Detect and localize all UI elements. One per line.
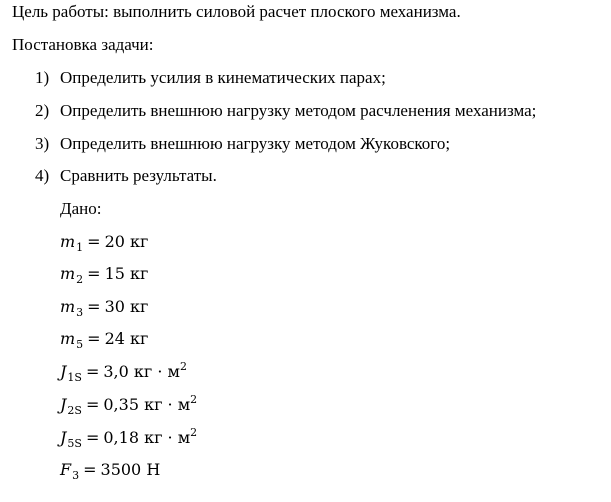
formula-subscript: 3 xyxy=(76,306,84,319)
given-formula xyxy=(60,395,197,417)
statement-heading: Постановка задачи: xyxy=(12,35,154,54)
given-formula xyxy=(60,329,148,351)
formula-value: 15 кг xyxy=(104,264,149,283)
list-item-number: 1) xyxy=(35,68,50,87)
formula-symbol: F xyxy=(60,460,72,479)
formula-value: 3500 Н xyxy=(100,460,161,479)
list-item-number: 2) xyxy=(35,101,50,120)
list-item-number: 3) xyxy=(35,134,50,153)
formula-equals: = xyxy=(83,460,97,479)
formula-equals: = xyxy=(87,232,101,251)
list-item-text: Определить внешнюю нагрузку методом Жуковского; xyxy=(60,134,451,153)
formula-symbol: J xyxy=(60,362,67,381)
given-formula xyxy=(60,232,148,254)
formula-equals: = xyxy=(85,428,100,447)
given-formula xyxy=(60,264,148,286)
formula-equals: = xyxy=(87,297,101,316)
list-item-text: Сравнить результаты. xyxy=(60,166,217,185)
formula-equals: = xyxy=(87,329,101,348)
given-formula xyxy=(60,428,197,450)
formula-subscript: 2S xyxy=(67,404,82,417)
formula-value: 20 кг xyxy=(104,232,149,251)
formula-subscript: 1 xyxy=(76,241,84,254)
formula-value: 0,35 кг · м xyxy=(103,395,191,414)
formula-symbol: m xyxy=(60,264,76,283)
given-formula xyxy=(60,297,148,319)
formula-symbol: J xyxy=(60,428,67,447)
formula-superscript: 2 xyxy=(190,393,198,406)
formula-value: 3,0 кг · м xyxy=(103,362,180,381)
formula-subscript: 5 xyxy=(76,338,84,351)
formula-equals: = xyxy=(85,395,100,414)
formula-subscript: 1S xyxy=(67,371,82,384)
formula-subscript: 3 xyxy=(72,469,80,482)
given-formula xyxy=(60,362,187,384)
formula-subscript: 2 xyxy=(76,273,84,286)
formula-value: 0,18 кг · м xyxy=(103,428,191,447)
formula-symbol: m xyxy=(60,232,76,251)
list-item-text: Определить усилия в кинематических парах; xyxy=(60,68,386,87)
formula-value: 24 кг xyxy=(104,329,149,348)
formula-symbol: J xyxy=(60,395,67,414)
list-item-number: 4) xyxy=(35,166,50,185)
purpose-text: Цель работы: выполнить силовой расчет плоского механизма. xyxy=(12,2,461,21)
given-heading: Дано: xyxy=(60,199,102,218)
formula-equals: = xyxy=(85,362,100,381)
formula-superscript: 2 xyxy=(180,360,187,373)
given-formula xyxy=(60,460,160,482)
formula-subscript: 5S xyxy=(67,437,82,450)
formula-equals: = xyxy=(87,264,101,283)
formula-superscript: 2 xyxy=(190,426,198,439)
formula-symbol: m xyxy=(60,297,76,316)
list-item-text: Определить внешнюю нагрузку методом расчленения механизма; xyxy=(60,101,537,120)
formula-value: 30 кг xyxy=(104,297,149,316)
formula-symbol: m xyxy=(60,329,76,348)
